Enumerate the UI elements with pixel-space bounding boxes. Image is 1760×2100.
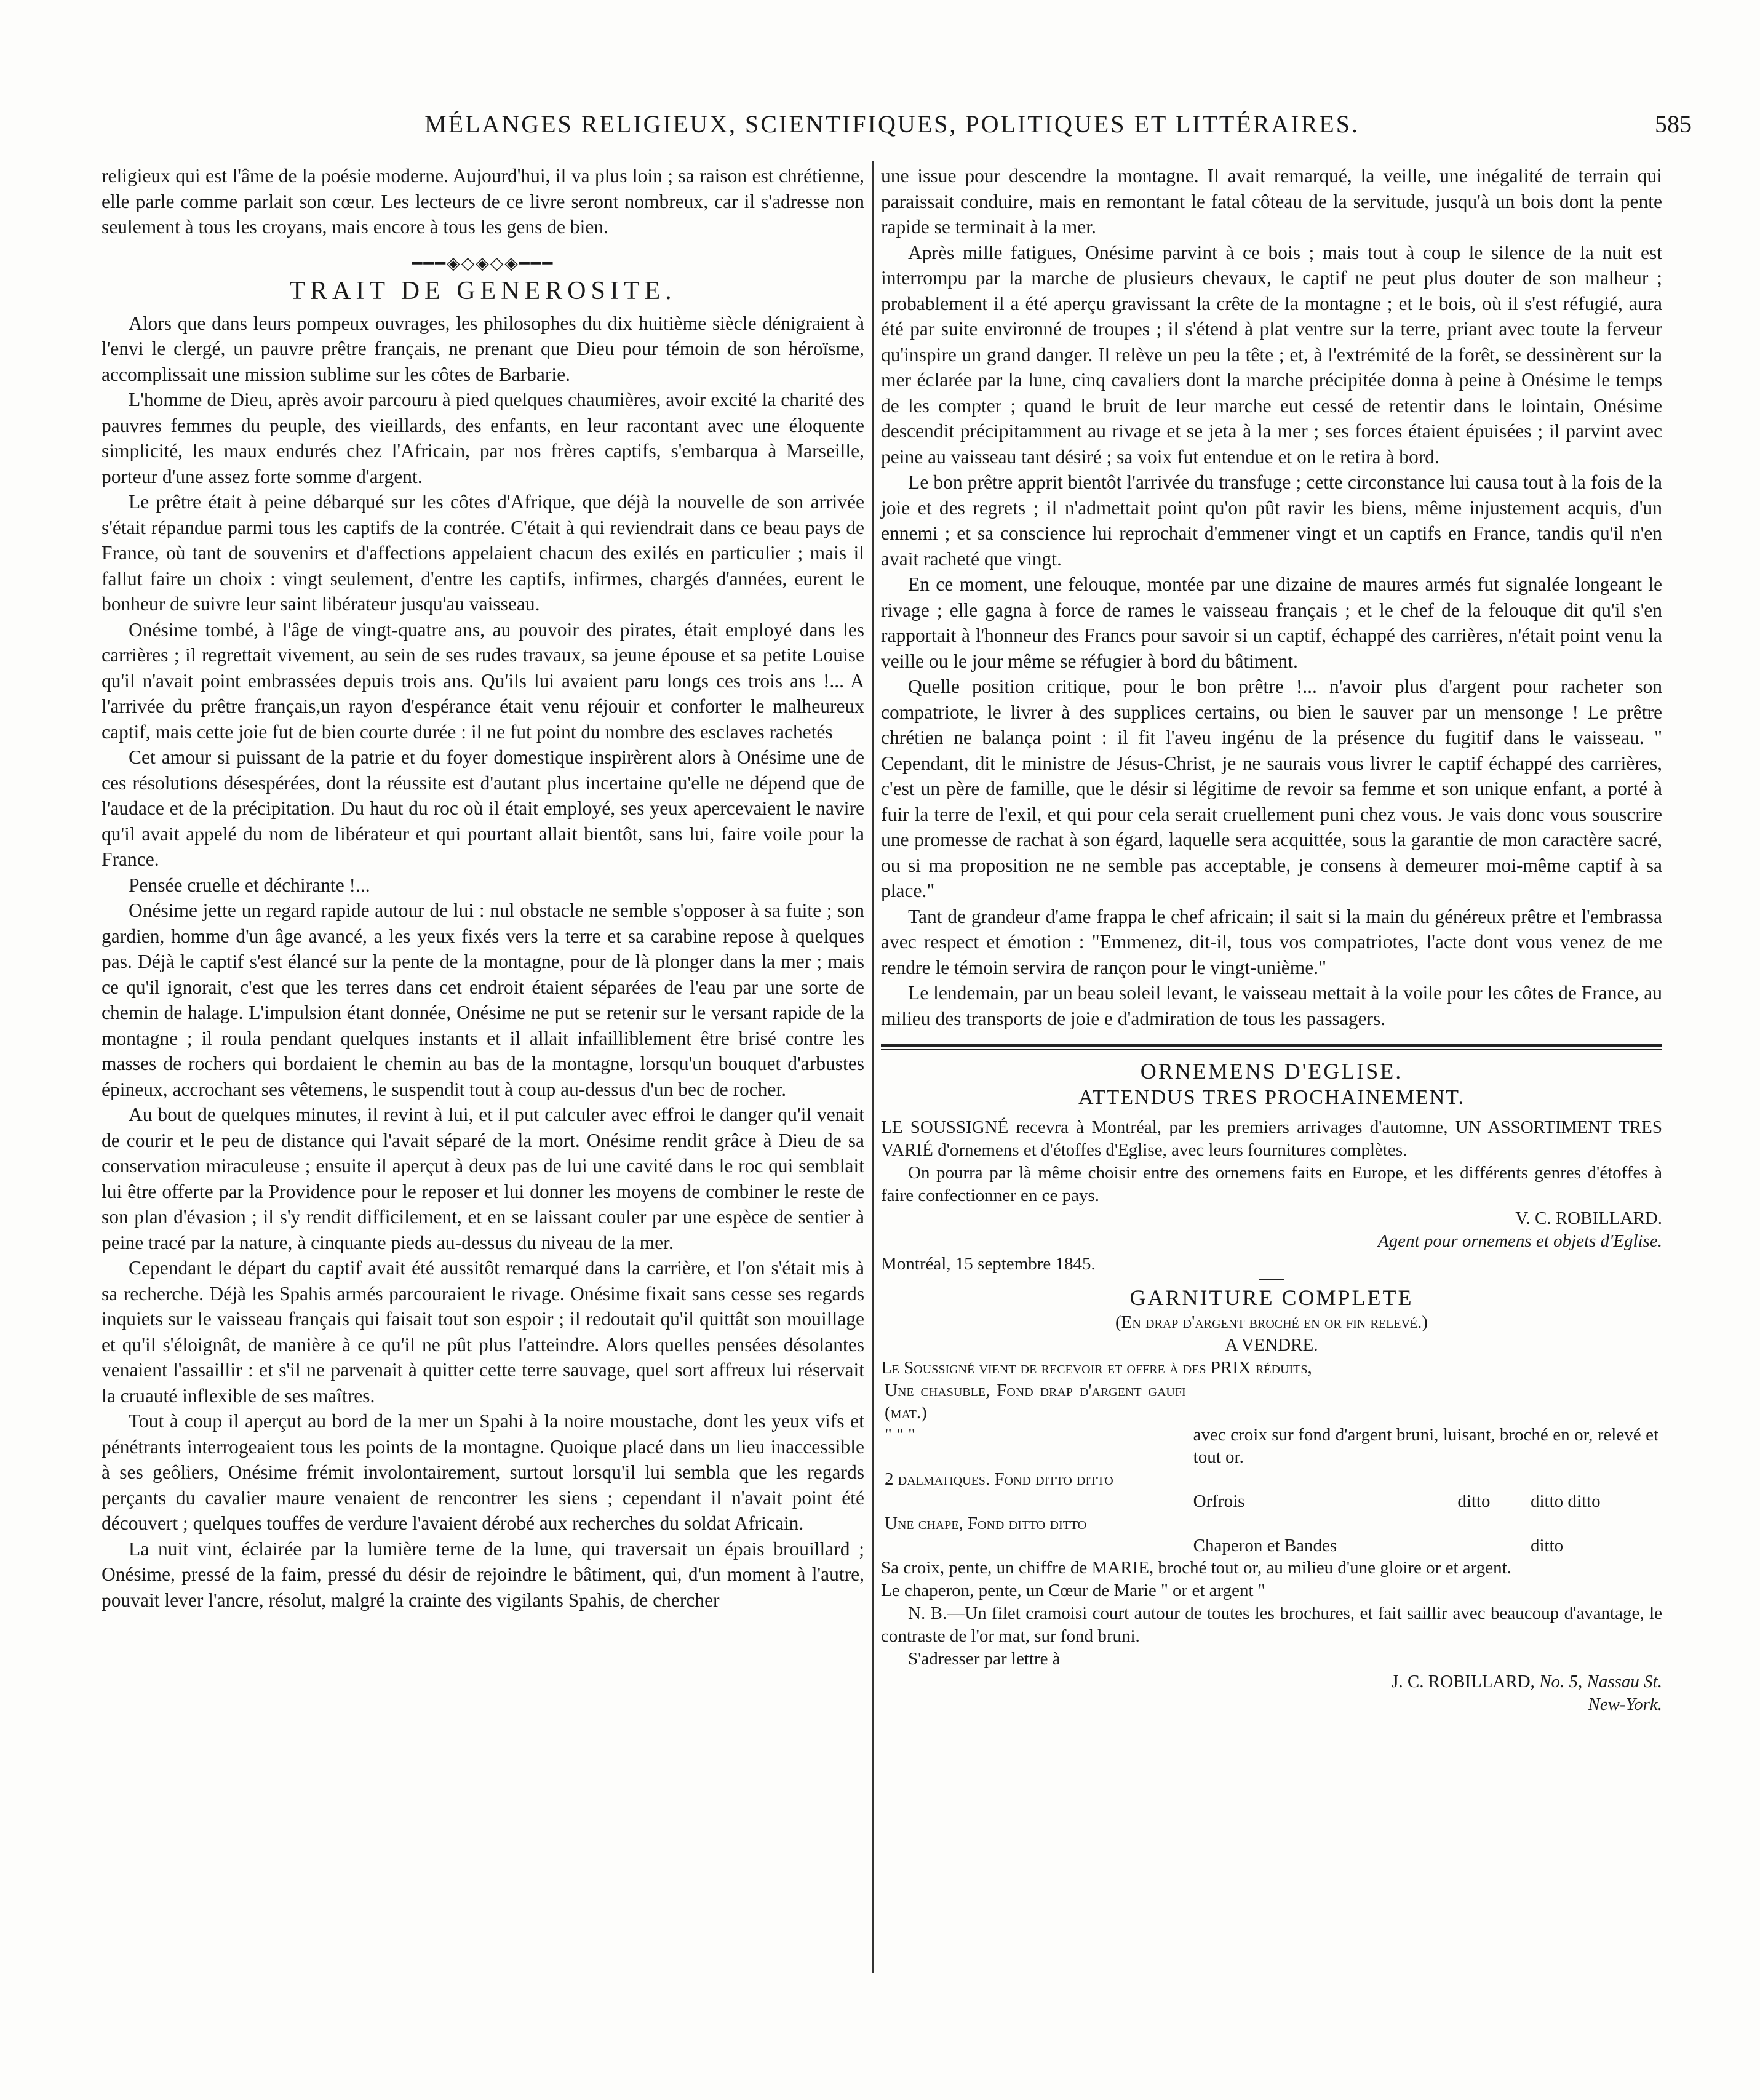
article-paragraph: Cet amour si puissant de la patrie et du foyer domestique inspirèrent alors à Onésime une de ces résolutions désespérées, dont la réussite est d'autant plus incertaine qu'elle ne dépend que de l'audace et de la précipitation. Du haut du roc où il était employé, ses yeux apercevaient le navire qu'il avait appelé du nom de libérateur et qui pourtant allait bientôt, sans lui, faire voile pour la France. — [102, 746, 864, 870]
ad-body: On pourra par là même choisir entre des ornemens faits en Europe, et les différents genres d'étoffes à faire confectionner en ce pays. — [881, 1163, 1662, 1205]
article-paragraph: Tout à coup il aperçut au bord de la mer un Spahi à la noire moustache, dont les yeux vifs et pénétrants interrogeaient tous les points de la montagne. Quoique placé dans un lieu inaccessible à ses geôliers, Onésime frémit involontairement, surtout lorsqu'il lui sembla que les regards perçants du cavalier maure venaient de rencontrer les siens ; cependant il n'avait point été découvert ; quelques touffes de verdure l'avaient dérobé aux recherches du soldat Africain. — [102, 1410, 864, 1534]
table-cell — [1527, 1512, 1662, 1535]
table-cell: " " " — [885, 1424, 916, 1445]
article-paragraph: Onésime jette un regard rapide autour de lui : nul obstacle ne semble s'opposer à sa fuite ; son gardien, homme d'un âge avancé, a les yeux fixés vers la terre et sa carabine repose à quelques pas. Déjà le captif s'est élancé sur la pente de la montagne, pour de là plonger dans la mer ; mais ce qu'il ignorait, c'est que les terres dans cet endroit étaient séparées de l'eau par une sorte de chemin de halage. L'impulsion étant donnée, Onésime ne put se retenir sur le versant rapide de la montagne ; il roula pendant quelques instants et il allait infailliblement être brisé contre les masses de rochers qui bordaient le chemin au bas de la montagne, lorsqu'un bouquet d'arbustes épineux, accrochant ses vêtemens, le suspendit tout à coup au-dessus d'un bec de rocher. — [102, 900, 864, 1100]
table-cell — [1454, 1512, 1527, 1535]
table-cell: ditto — [1457, 1491, 1491, 1511]
ad-croix: Sa croix, pente, un chiffre de MARIE, broché tout or, au milieu d'une gloire or et argent. — [881, 1557, 1511, 1578]
table-cell — [1454, 1468, 1527, 1490]
table-row — [881, 1535, 1662, 1557]
advertisement-garniture — [881, 1285, 1662, 1716]
table-cell — [881, 1535, 1190, 1557]
ad-signature: J. C. ROBILLARD, — [1392, 1671, 1535, 1691]
right-column — [881, 163, 1662, 1716]
article-paragraph: L'homme de Dieu, après avoir parcouru à pied quelques chaumières, avoir excité la charité des pauvres femmes du peuple, des vieillards, des enfants, en leur racontant avec une éloquente simplicité, les maux endurés chez l'Africain, par nos frères captifs, s'embarqua à Marseille, porteur d'une assez forte somme d'argent. — [102, 389, 864, 487]
article-title: TRAIT DE GENEROSITE. — [289, 277, 677, 305]
table-cell — [1190, 1468, 1454, 1490]
article-paragraph: Alors que dans leurs pompeux ouvrages, les philosophes du dix huitième siècle dénigraient à l'envi le clergé, un pauvre prêtre français, ne prenant que Dieu pour témoin de son héroïsme, accomplissait une mission sublime sur les côtes de Barbarie. — [102, 312, 864, 385]
article-paragraph: Cependant le départ du captif avait été aussitôt remarqué dans la carrière, et l'on s'était mis à sa recherche. Déjà les Spahis armés parcouraient le rivage. Onésime fixait sans cesse ses regards inquiets sur le vaisseau français qui faisait tout son espoir ; il redoutait qu'il quittât son mouillage et qu'il s'éloignât, de manière à ce qu'il ne pût plus l'atteindre. Alors quelles pensées désolantes venaient l'assaillir : et s'il ne parvenait à quitter cette terre sauvage, quel sort affreux lui réservait la cruauté inflexible de ses maîtres. — [102, 1257, 864, 1407]
table-cell: Une chasuble, Fond drap d'argent gaufi (mat.) — [885, 1380, 1186, 1423]
table-cell: ditto ditto — [1530, 1491, 1601, 1511]
ad-contact: S'adresser par lettre à — [908, 1648, 1061, 1669]
ad-address: No. 5, Nassau St. — [1539, 1671, 1662, 1691]
ad-title: GARNITURE COMPLETE — [1129, 1285, 1414, 1310]
left-column — [102, 163, 864, 1613]
table-cell: Chaperon et Bandes — [1193, 1535, 1337, 1555]
article-paragraph: Pensée cruelle et déchirante !... — [129, 874, 370, 896]
table-cell — [1190, 1379, 1454, 1424]
table-cell: ditto — [1530, 1535, 1564, 1555]
table-cell — [881, 1490, 1190, 1512]
table-cell — [1527, 1379, 1662, 1424]
table-row — [881, 1490, 1662, 1512]
ad-title: ORNEMENS D'EGLISE. — [1140, 1059, 1403, 1084]
article-paragraph: Onésime tombé, à l'âge de vingt-quatre ans, au pouvoir des pirates, était employé dans les carrières ; il regrettait vivement, au sein de ses rudes travaux, sa jeune épouse et sa petite Louise qu'il n'avait point embrassées depuis trois ans. Qu'ils lui avaient paru longs ces trois ans !... A l'arrivée du prêtre français,un rayon d'espérance était venu réjouir et conforter le malheureux captif, mais cette joie fut de bien courte durée : il ne fut point du nombre des esclaves rachetés — [102, 618, 864, 743]
table-cell: 2 dalmatiques. Fond ditto ditto — [885, 1469, 1113, 1489]
ad-body: LE SOUSSIGNÉ recevra à Montréal, par les premiers arrivages d'automne, UN ASSORTIMENT TRES VARIÉ d'ornemens et d'étoffes d'Eglise, avec leurs fournitures complètes. — [881, 1117, 1662, 1160]
ad-subtitle: ATTENDUS TRES PROCHAINEMENT. — [1078, 1085, 1465, 1109]
page-number: 585 — [1655, 110, 1692, 138]
table-cell — [1454, 1379, 1527, 1424]
table-cell — [1190, 1512, 1454, 1535]
page-header — [92, 110, 1692, 146]
ad-dateline: Montréal, 15 septembre 1845. — [881, 1254, 1096, 1274]
section-rule — [881, 1044, 1662, 1047]
ad-intro: Le Soussigné vient de recevoir et offre à des PRIX réduits, — [881, 1357, 1312, 1378]
ad-nota-bene: N. B.—Un filet cramoisi court autour de toutes les brochures, et fait saillir avec beaucoup d'avantage, le contraste de l'or mat, sur fond bruni. — [881, 1603, 1662, 1646]
ad-chaperon: Le chaperon, pente, un Cœur de Marie " or et argent " — [881, 1580, 1265, 1600]
table-cell: avec croix sur fond d'argent bruni, luisant, broché en or, relevé et tout or. — [1193, 1424, 1658, 1467]
ad-signature: V. C. ROBILLARD. — [1515, 1208, 1662, 1228]
intro-paragraph: religieux qui est l'âme de la poésie moderne. Aujourd'hui, il va plus loin ; sa raison est chrétienne, elle parle comme parlait son cœur. Les lecteurs de ce livre seront nombreux, car il s'adresse non seulement à tous les croyans, mais encore à tous les gens de bien. — [102, 165, 864, 238]
ad-subtitle: (En drap d'argent broché en or fin relevé.) — [1115, 1312, 1428, 1332]
short-rule — [1259, 1279, 1284, 1280]
items-table — [881, 1379, 1662, 1557]
article-paragraph: Au bout de quelques minutes, il revint à lui, et il put calculer avec effroi le danger qu'il venait de courir et le peu de distance qui l'avait séparé de la mort. Onésime rendit grâce à Dieu de sa conservation miraculeuse ; ensuite il aperçut à deux pas de lui une cavité dans le roc qui semblait lui être offerte par la Providence pour le reposer et lui donner les moyens de combiner le reste de son plan d'évasion ; il s'y rendit difficilement, et en se laissant couler par une espèce de sentier à peine tracé par la nature, à cinquante pieds au-dessus du niveau de la mer. — [102, 1104, 864, 1253]
table-row — [881, 1512, 1662, 1535]
article-paragraph: Quelle position critique, pour le bon prêtre !... n'avoir plus d'argent pour racheter son compatriote, le livrer à des supplices certains, ou bien le sauver par un mensonge ! Le prêtre chrétien ne balança point : il fit l'aveu ingénu de la présence du fugitif dans le vaisseau. " Cependant, dit le ministre de Jésus-Christ, je ne saurais vous livrer le captif échappé des carrières, c'est un père de famille, que le désir si légitime de revoir sa femme et son unique enfant, a porté à fuir la terre de l'exil, et qui pour cela serait cruellement puni chez vous. Je vais donc vous souscrire une promesse de rachat à son égard, laquelle sera acquittée, sous la garantie de mon caractère sacré, ou si ma proposition ne ne semble pas acceptable, je consens à demeurer moi-même captif à sa place." — [881, 676, 1662, 901]
article-paragraph: En ce moment, une felouque, montée par une dizaine de maures armés fut signalée longeant le rivage ; elle gagna à force de rames le vaisseau français ; et le chef de la felouque dit qu'il s'en rapportait à l'honneur des Francs pour savoir si un captif, échappé des carrières, n'était point venu la veille ou le jour même se réfugier à bord du bâtiment. — [881, 573, 1662, 672]
article-paragraph: une issue pour descendre la montagne. Il avait remarqué, la veille, une inégalité de terrain qui paraissait conduire, mais en remontant le fatal côteau de la servitude, jusqu'à un bois dont la pente rapide se terminait à la mer. — [881, 165, 1662, 238]
ad-city: New-York. — [1588, 1694, 1662, 1714]
running-title: MÉLANGES RELIGIEUX, SCIENTIFIQUES, POLITIQUES ET LITTÉRAIRES. — [424, 110, 1360, 138]
article-paragraph: Le bon prêtre apprit bientôt l'arrivée du transfuge ; cette circonstance lui causa tout à la fois de la joie et des regrets ; il n'admettait point qu'on pût ravir les biens, même injustement acquis, d'un ennemi ; et sa conscience lui reprochait d'emmener vingt et un captifs en France, tandis qu'il n'en avait racheté que vingt. — [881, 471, 1662, 570]
column-divider — [872, 161, 874, 1973]
table-cell: Une chape, Fond ditto ditto — [885, 1513, 1087, 1533]
ad-sale: A VENDRE. — [1225, 1335, 1318, 1355]
table-cell — [1454, 1535, 1527, 1557]
ad-signature-line — [881, 1671, 1662, 1693]
article-paragraph: Le prêtre était à peine débarqué sur les côtes d'Afrique, que déjà la nouvelle de son arrivée s'était répandue parmi tous les captifs de la contrée. C'était à qui reviendrait dans ce beau pays de France, où tant de souvenirs et d'affections appelaient chacun des exilés en particulier ; mais il fallut faire un choix : vingt seulement, d'entre les captifs, infirmes, chargés d'années, eurent le bonheur de suivre leur saint libérateur jusqu'au vaisseau. — [102, 491, 864, 615]
table-cell — [1527, 1468, 1662, 1490]
table-row — [881, 1379, 1662, 1424]
advertisement-ornemens — [881, 1059, 1662, 1280]
article-paragraph: La nuit vint, éclairée par la lumière terne de la lune, qui traversait un épais brouillard ; Onésime, pressé de la faim, pressé du désir de rejoindre le bâtiment, qui, d'un moment à l'autre, pouvait lever l'ancre, résolut, malgré la crainte des vigilants Spahis, de chercher — [102, 1538, 864, 1611]
article-paragraph: Tant de grandeur d'ame frappa le chef africain; il sait si la main du généreux prêtre et l'embrassa avec respect et émotion : "Emmenez, dit-il, tous vos compatriotes, l'acte dont vous venez de me rendre le témoin servira de rançon pour le vingt-unième." — [881, 905, 1662, 978]
ornament-divider: ━━━◈◇◈◇◈━━━ — [412, 254, 554, 273]
table-row — [881, 1424, 1662, 1468]
article-paragraph: Le lendemain, par un beau soleil levant, le vaisseau mettait à la voile pour les côtes de France, au milieu des transports de joie e d'admiration de tous les passagers. — [881, 982, 1662, 1029]
article-paragraph: Après mille fatigues, Onésime parvint à ce bois ; mais tout à coup le silence de la nuit est interrompu par la marche de plusieurs chevaux, le captif ne peut plus douter de son malheur ; probablement il a été aperçu gravissant la crête de la montagne ; et le bois, où il s'est réfugié, aura été par suite environné de troupes ; il s'étend à plat ventre sur la terre, priant avec toute la ferveur qu'inspire un grand danger. Il relève un peu la tête ; et, à l'extrémité de la forêt, se dessinèrent sur la mer éclarée par la lune, cinq cavaliers dont la marche précipitée donna à peine à Onésime le temps de les compter ; quand le bruit de leur marche eut cessé de retentir dans le lointain, Onésime descendit précipitamment au rivage et se jeta à la mer ; ses forces étaient épuisées ; il parvint avec peine au vaisseau tant désiré ; sa voix fut entendue et on le retira à bord. — [881, 241, 1662, 468]
section-rule-thin — [881, 1049, 1662, 1050]
ad-role: Agent pour ornemens et objets d'Eglise. — [1377, 1231, 1662, 1251]
table-row — [881, 1468, 1662, 1490]
table-cell: Orfrois — [1193, 1491, 1245, 1511]
